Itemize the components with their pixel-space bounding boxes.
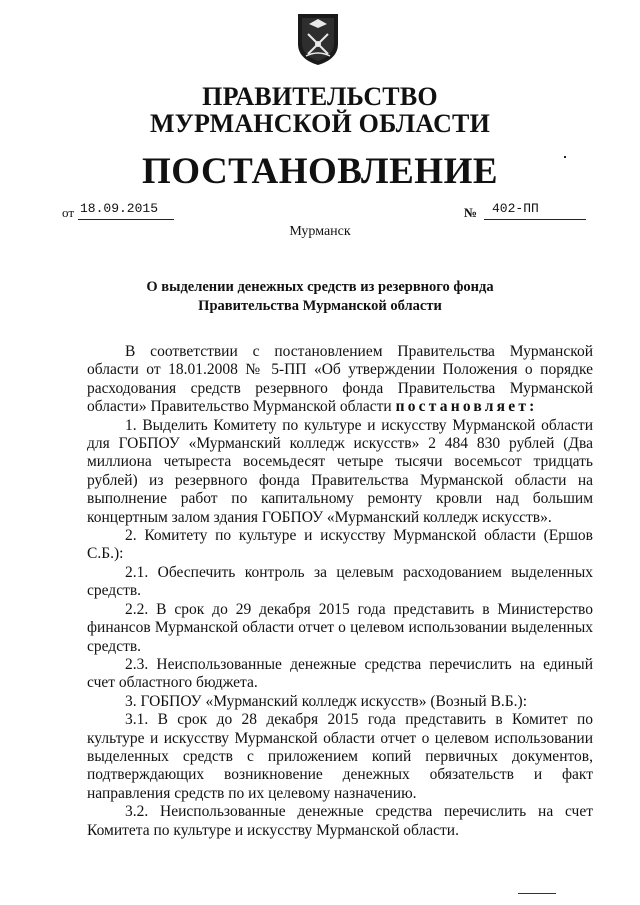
subject-line2: Правительства Мурманской области — [198, 298, 442, 314]
footer-line — [518, 893, 556, 894]
paragraph-2-2: 2.2. В срок до 29 декабря 2015 года представить в Министерство финансов Мурманской области отчет о целевом использовании выделенных средств. — [87, 600, 593, 655]
paragraph-3: 3. ГОБПОУ «Мурманский колледж искусств» (Возный В.Б.): — [125, 692, 528, 710]
document-body — [87, 343, 593, 840]
paragraph-2: 2. Комитету по культуре и искусству Мурманской области (Ершов С.Б.): — [87, 527, 593, 563]
document-number: 402-ПП — [484, 200, 586, 220]
subject-line1: О выделении денежных средств из резервного фонда — [146, 279, 494, 295]
number-prefix: № — [464, 205, 478, 220]
coat-of-arms-icon — [296, 12, 340, 66]
document-type-title: ПОСТАНОВЛЕНИЕ — [141, 151, 499, 192]
preamble-text: В соответствии с постановлением Правительства Мурманской области от 18.01.2008 № 5-ПП «Об утверждении Положения о порядке расходования средств резервного фонда Правительства Мурманской области» Правительство Мурманской области — [87, 343, 593, 416]
paragraph-3-2: 3.2. Неиспользованные денежные средства перечислить на счет Комитета по культуре и искусству Мурманской области. — [87, 803, 593, 839]
government-name-line2: МУРМАНСКОЙ ОБЛАСТИ — [149, 109, 491, 138]
paragraph-3-1: 3.1. В срок до 28 декабря 2015 года представить в Комитет по культуре и искусству Мурманской области отчет о целевом использовании выделенных средств с приложением копий первичных документов, подтверждающих возникновение денежных обязательств и факт направления средств по их целевому назначению. — [87, 711, 593, 802]
government-name-line1: ПРАВИТЕЛЬСТВО — [202, 82, 438, 111]
document-subject — [0, 278, 640, 316]
city-name: Мурманск — [289, 224, 351, 239]
date-prefix: от — [62, 205, 75, 220]
decree-word: постановляет: — [395, 398, 538, 416]
preamble-paragraph — [87, 343, 593, 417]
date-number-row — [0, 200, 640, 224]
document-date: 18.09.2015 — [78, 200, 174, 220]
paragraph-2-3: 2.3. Неиспользованные денежные средства перечислить на единый счет областного бюджета. — [87, 655, 593, 692]
paragraph-2-1: 2.1. Обеспечить контроль за целевым расходованием выделенных средств. — [87, 563, 593, 600]
paragraph-1: 1. Выделить Комитету по культуре и искусству Мурманской области для ГОБПОУ «Мурманский колледж искусств» 2 484 830 рублей (Два миллиона четыреста восемьдесят четыре тысячи восемьсот тридцать рублей) из резервного фонда Правительства Мурманской области на выполнение работ по капитальному ремонту кровли над большим концертным залом здания ГОБПОУ «Мурманский колледж искусств». — [87, 416, 593, 526]
stray-dot — [564, 156, 566, 158]
